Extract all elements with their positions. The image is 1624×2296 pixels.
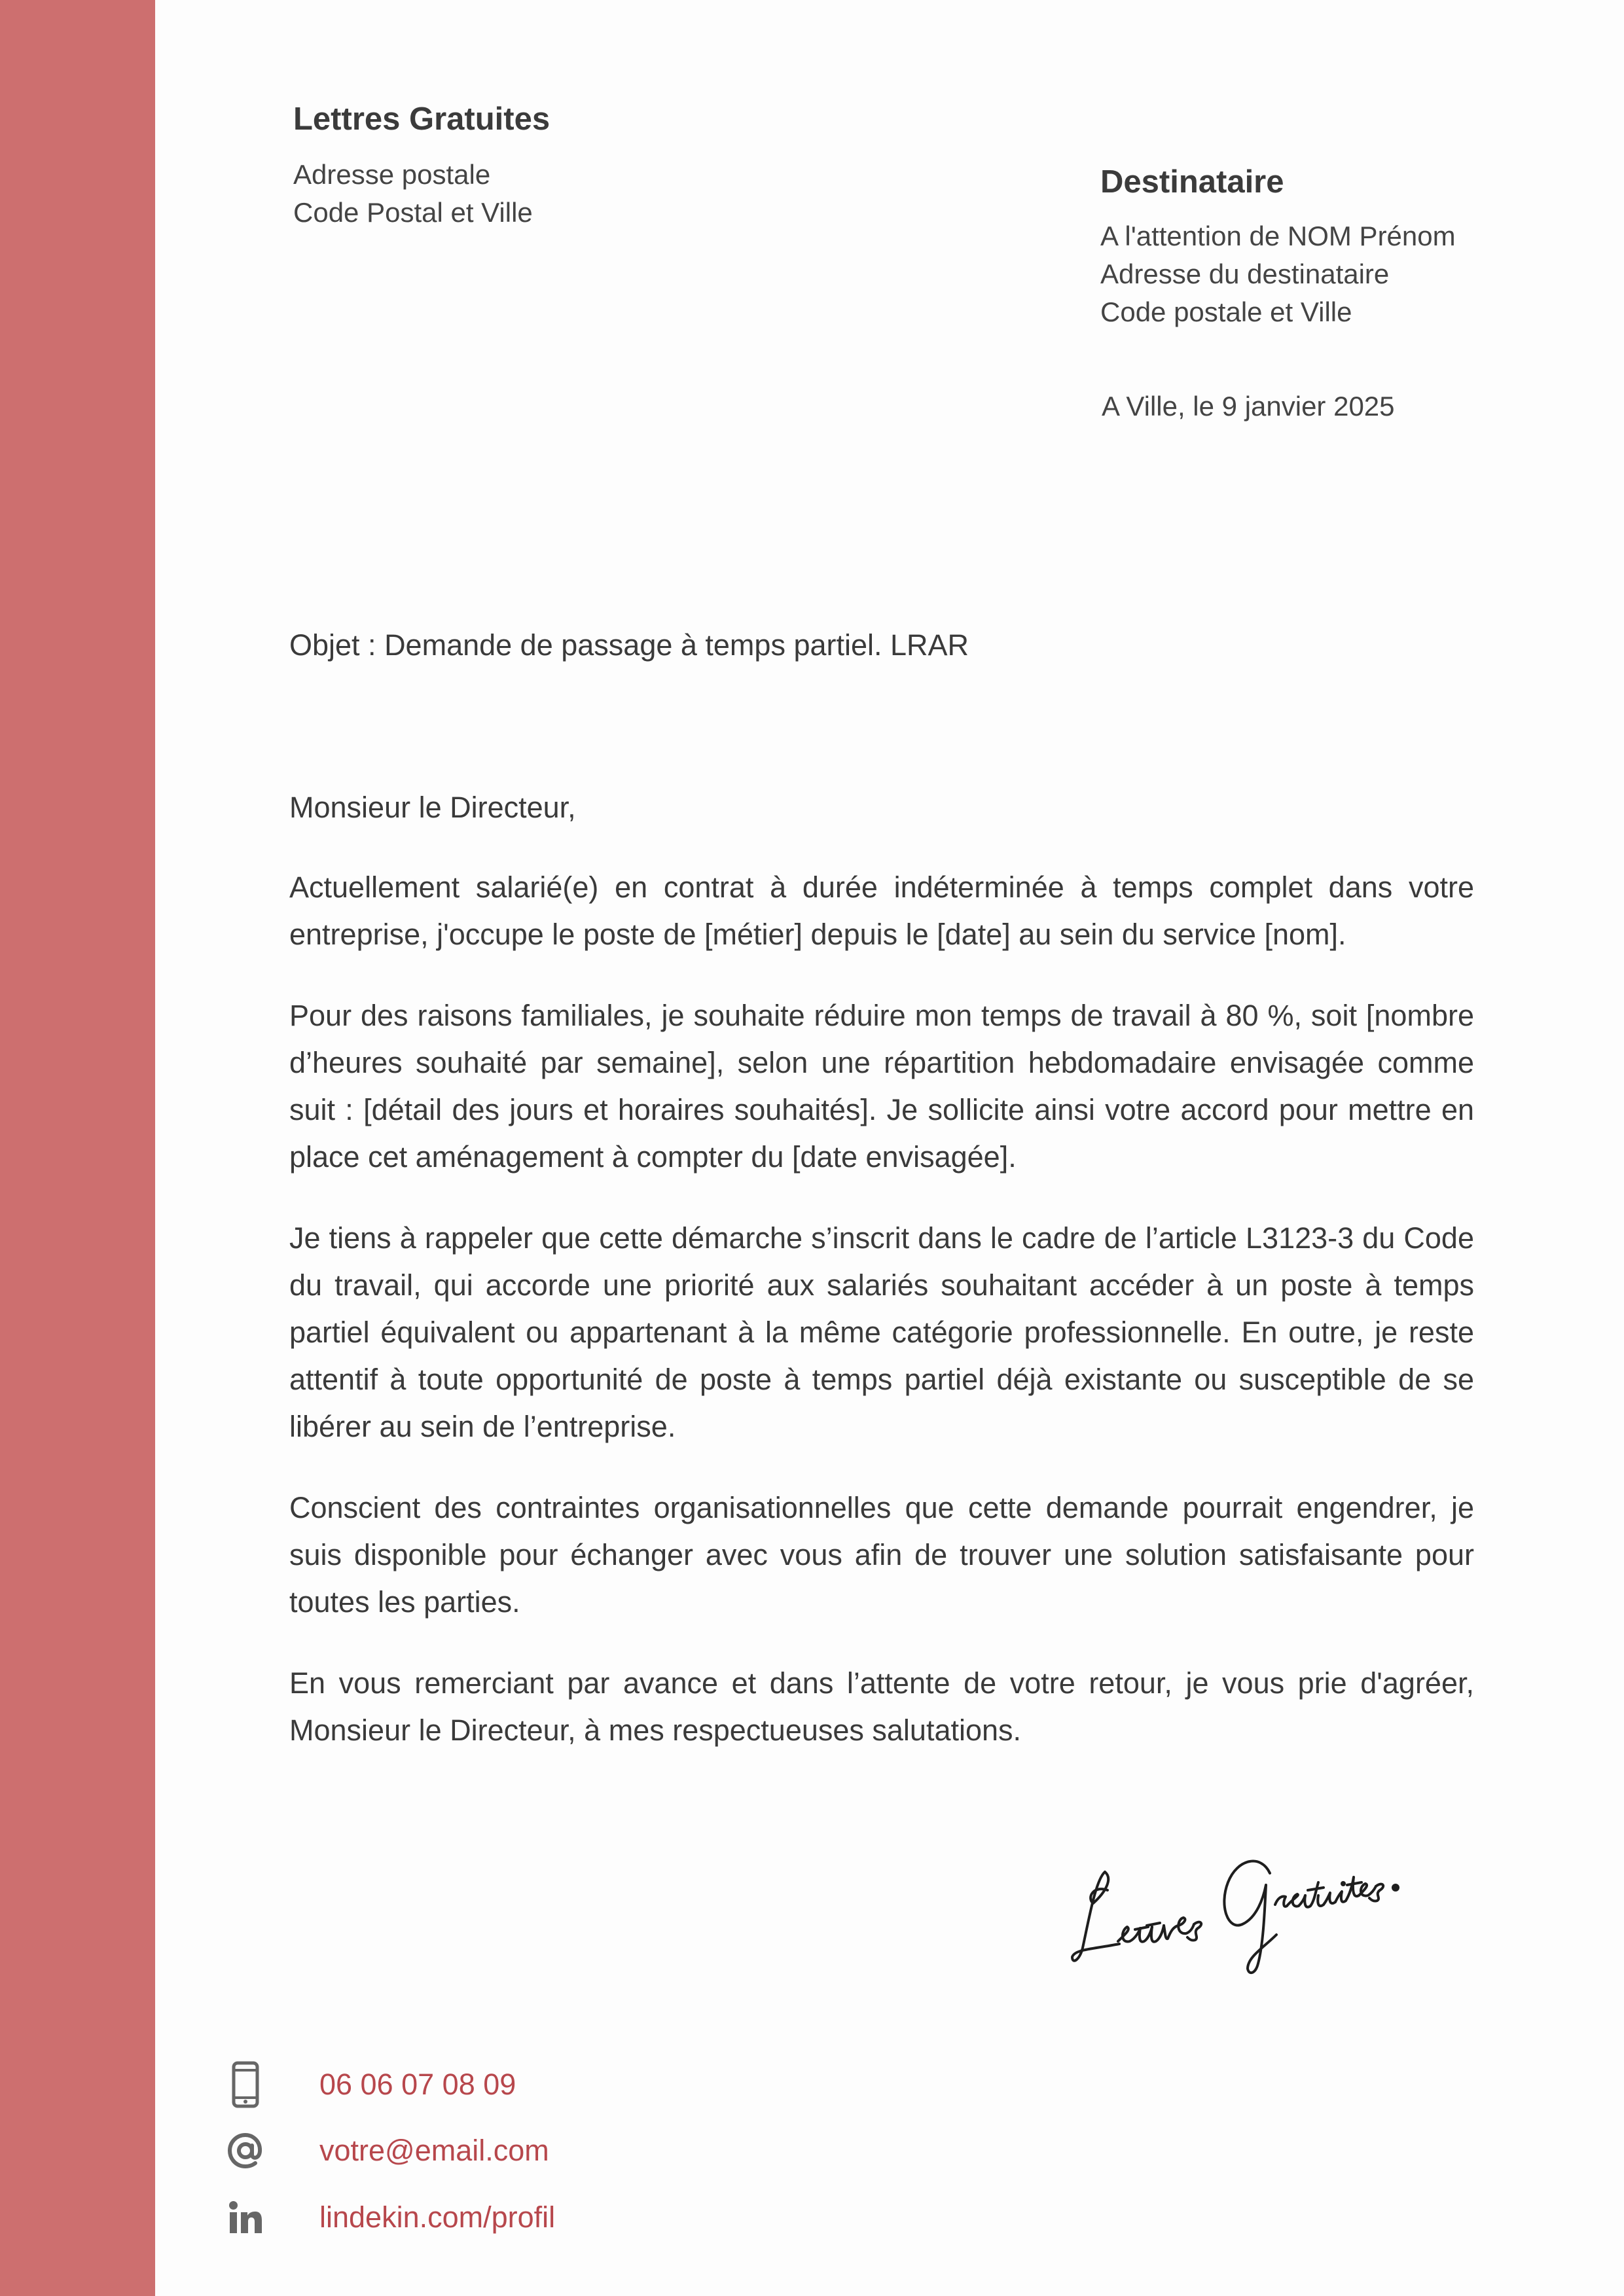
sender-postal-city: Code Postal et Ville <box>293 197 533 228</box>
salutation: Monsieur le Directeur, <box>289 791 576 824</box>
recipient-attention-line: A l'attention de NOM Prénom <box>1100 221 1456 251</box>
sender-address-line: Adresse postale <box>293 159 491 190</box>
contact-phone-row <box>226 2058 516 2111</box>
handwritten-signature <box>1067 1820 1460 1990</box>
recipient-title: Destinataire <box>1100 164 1284 200</box>
contact-linkedin-text[interactable]: lindekin.com/profil <box>319 2200 556 2234</box>
at-sign-icon <box>226 2125 265 2177</box>
recipient-block <box>1100 161 1598 331</box>
recipient-postal-city: Code postale et Ville <box>1100 296 1352 327</box>
contact-email-text[interactable]: votre@email.com <box>319 2134 549 2167</box>
contact-phone-text[interactable]: 06 06 07 08 09 <box>319 2068 516 2101</box>
sender-block <box>293 98 882 232</box>
phone-icon <box>226 2058 265 2111</box>
decorative-side-band <box>0 0 155 2296</box>
linkedin-icon <box>226 2191 265 2244</box>
letter-date: A Ville, le 9 janvier 2025 <box>1102 391 1395 422</box>
body-paragraph: Actuellement salarié(e) en contrat à durée indéterminée à temps complet dans votre entreprise, j'occupe le poste de [métier] depuis le [date] au sein du service [nom]. <box>289 870 1474 951</box>
contact-linkedin-row <box>226 2191 555 2244</box>
letter-body <box>289 784 1474 1788</box>
recipient-address-line: Adresse du destinataire <box>1100 259 1390 289</box>
body-paragraph: Je tiens à rappeler que cette démarche s’inscrit dans le cadre de l’article L3123-3 du Code du travail, qui accorde une priorité aux salariés souhaitant accéder à un poste à temps partiel équivalent ou appartenant à la même catégorie professionnelle. En outre, je reste attentif à toute opportunité de poste à temps partiel déjà existante ou susceptible de se libérer au sein de l’entreprise. <box>289 1221 1474 1443</box>
letter-subject: Objet : Demande de passage à temps partiel. LRAR <box>289 628 969 662</box>
sender-name: Lettres Gratuites <box>293 101 550 137</box>
body-paragraph: Conscient des contraintes organisationnelles que cette demande pourrait engendrer, je suis disponible pour échanger avec vous afin de trouver une solution satisfaisante pour toutes les parties. <box>289 1491 1474 1619</box>
contact-email-row <box>226 2125 549 2177</box>
body-paragraph: En vous remerciant par avance et dans l’attente de votre retour, je vous prie d'agréer, Monsieur le Directeur, à mes respectueuses salutations. <box>289 1666 1474 1747</box>
body-paragraph: Pour des raisons familiales, je souhaite réduire mon temps de travail à 80 %, soit [nombre d’heures souhaité par semaine], selon une répartition hebdomadaire envisagée comme suit : [détail des jours et horaires souhaités]. Je sollicite ainsi votre accord pour mettre en place cet aménagement à compter du [date envisagée]. <box>289 999 1474 1174</box>
